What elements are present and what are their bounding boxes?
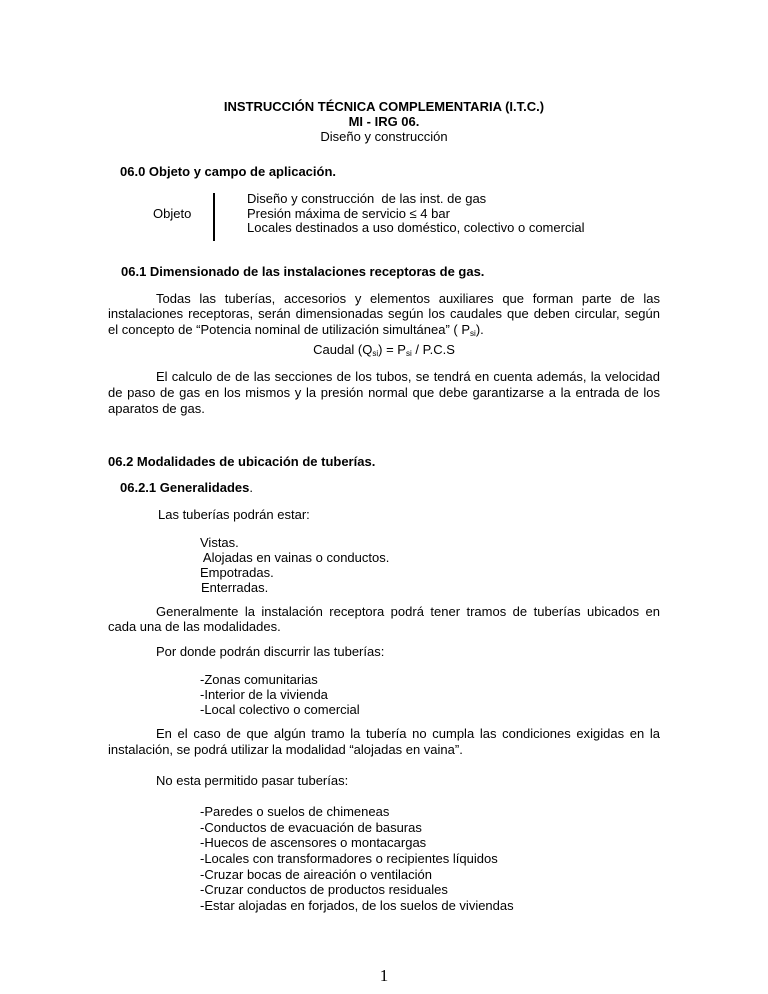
objeto-label: Objeto: [153, 206, 192, 221]
text: / P.C.S: [411, 342, 455, 357]
mode-item: Alojadas en vainas o conductos.: [200, 550, 390, 565]
prohibited-item: -Estar alojadas en forjados, de los suelos de viviendas: [200, 898, 514, 913]
heading-dot: .: [249, 480, 253, 495]
bracket-divider: [213, 193, 215, 241]
prohibited-item: -Locales con transformadores o recipientes líquidos: [200, 851, 498, 866]
paragraph-line: Generalmente la instalación receptora podrá tener tramos de tuberías ubicados en: [156, 604, 660, 619]
heading-text: 06.2.1 Generalidades: [120, 480, 250, 495]
page-number: 1: [379, 966, 389, 985]
prohibited-item: -Cruzar bocas de aireación o ventilación: [200, 867, 432, 882]
objeto-item: Diseño y construcción de las inst. de gas: [247, 191, 487, 206]
subsection-heading-06-2-1: [120, 480, 253, 496]
paragraph-line: de paso de gas en los mismos y la presión normal que debe garantizarse a la entrada de los: [108, 385, 660, 400]
mode-item: Vistas.: [200, 535, 239, 550]
text: ) = P: [378, 342, 406, 357]
section-heading-06-2: 06.2 Modalidades de ubicación de tuberías.: [108, 454, 376, 469]
zone-item: -Local colectivo o comercial: [200, 702, 360, 717]
subscript: si: [470, 329, 476, 338]
text: el concepto de “Potencia nominal de utilización simultánea” ( P: [108, 322, 471, 337]
prohibited-item: -Cruzar conductos de productos residuales: [200, 882, 448, 897]
objeto-item: Presión máxima de servicio ≤ 4 bar: [247, 206, 450, 221]
paragraph-line: Todas las tuberías, accesorios y elementos auxiliares que forman parte de las: [156, 291, 660, 306]
paragraph-line: En el caso de que algún tramo la tubería no cumpla las condiciones exigidas en la: [156, 726, 660, 741]
section-heading-06-1: 06.1 Dimensionado de las instalaciones receptoras de gas.: [121, 264, 485, 279]
document-code: MI - IRG 06.: [348, 114, 420, 129]
objeto-item: Locales destinados a uso doméstico, colectivo o comercial: [247, 220, 585, 235]
paragraph-line: [108, 322, 484, 338]
subscript: si: [372, 349, 379, 358]
zone-item: -Interior de la vivienda: [200, 687, 328, 702]
paragraph-line: instalaciones receptoras, serán dimensionadas según los caudales que deben circular, según: [108, 306, 660, 321]
prohibited-item: -Conductos de evacuación de basuras: [200, 820, 422, 835]
paragraph-line: cada una de las modalidades.: [108, 619, 281, 634]
section-heading-06-0: 06.0 Objeto y campo de aplicación.: [120, 164, 337, 179]
intro-text: Por donde podrán discurrir las tuberías:: [156, 644, 385, 659]
intro-text: No esta permitido pasar tuberías:: [156, 773, 349, 788]
prohibited-item: -Paredes o suelos de chimeneas: [200, 804, 390, 819]
paragraph-line: El calculo de de las secciones de los tubos, se tendrá en cuenta además, la velocidad: [156, 369, 660, 384]
paragraph-line: aparatos de gas.: [108, 401, 205, 416]
subscript: si: [405, 349, 412, 358]
mode-item: Empotradas.: [200, 565, 274, 580]
paragraph-line: instalación, se podrá utilizar la modalidad “alojadas en vaina”.: [108, 742, 463, 757]
text: Caudal (Q: [313, 342, 373, 357]
text: ).: [475, 322, 484, 337]
intro-text: Las tuberías podrán estar:: [158, 507, 310, 522]
document-subtitle: Diseño y construcción: [320, 129, 448, 144]
formula: [0, 342, 768, 358]
prohibited-item: -Huecos de ascensores o montacargas: [200, 835, 427, 850]
zone-item: -Zonas comunitarias: [200, 672, 318, 687]
document-title: INSTRUCCIÓN TÉCNICA COMPLEMENTARIA (I.T.C.): [223, 99, 545, 114]
mode-item: Enterradas.: [201, 580, 269, 595]
